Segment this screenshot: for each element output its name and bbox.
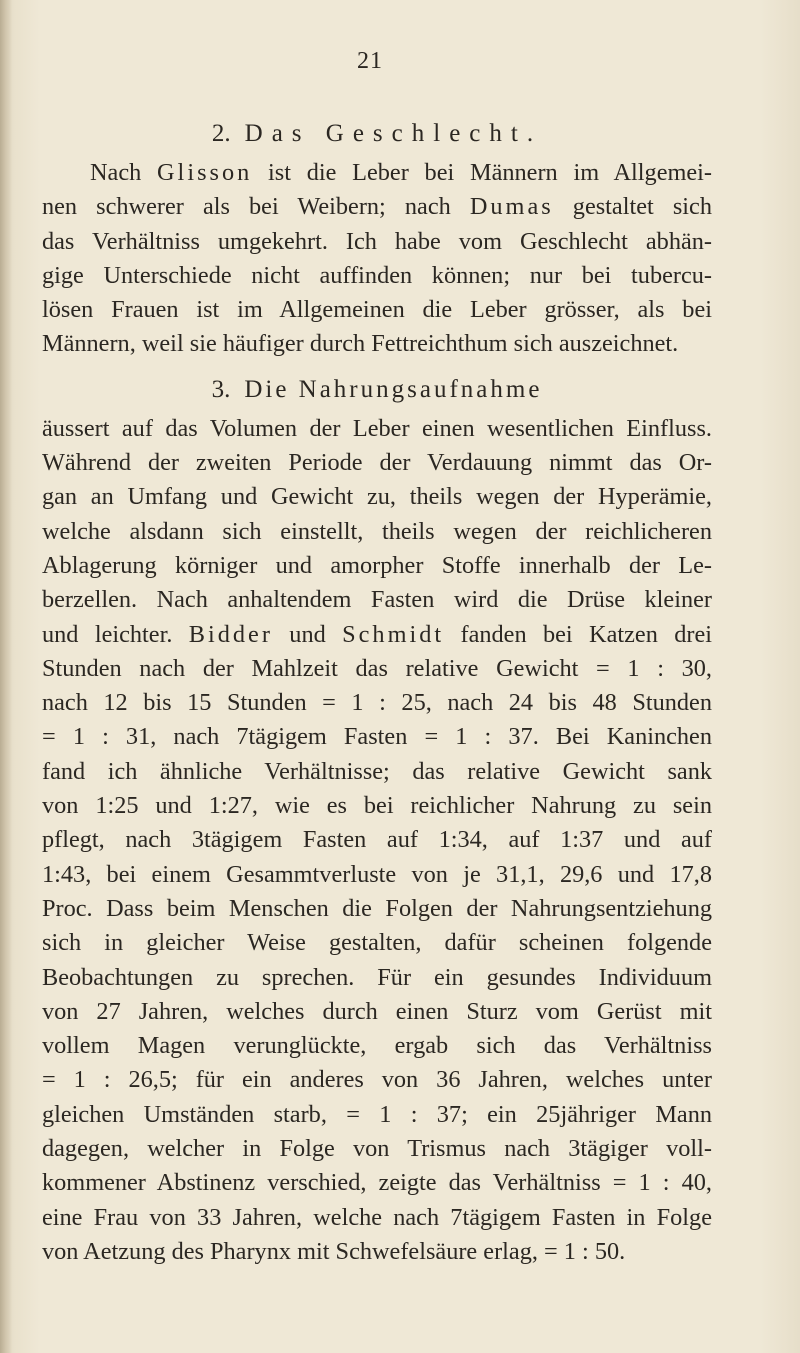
text-line: Ablagerung körniger und amorpher Stoffe innerhalb der Le- [42, 551, 712, 579]
text-line: äussert auf das Volumen der Leber einen wesentlichen Einfluss. [42, 414, 712, 442]
text-line: nach 12 bis 15 Stunden = 1 : 25, nach 24 bis 48 Stunden [42, 689, 712, 717]
text-line: vollem Magen verunglückte, ergab sich das Verhältniss [42, 1032, 712, 1060]
spaced-name: Glisson [157, 159, 253, 186]
text-line: sich in gleicher Weise gestalten, dafür scheinen folgende [42, 929, 712, 957]
text-line: Proc. Dass beim Menschen die Folgen der Nahrungsentziehung [42, 894, 712, 922]
spaced-name: Schmidt [342, 620, 445, 648]
text-line: eine Frau von 33 Jahren, welche nach 7tägigem Fasten in Folge [42, 1203, 712, 1231]
text-line: Männern, weil sie häufiger durch Fettreichthum sich auszeichnet. [42, 330, 679, 358]
text-line: fand ich ähnliche Verhältnisse; das relative Gewicht sank [42, 757, 712, 785]
text-line: Beobachtungen zu sprechen. Für ein gesundes Individuum [42, 963, 712, 991]
text-line: pflegt, nach 3tägigem Fasten auf 1:34, auf 1:37 und auf [42, 826, 712, 854]
section-3-paragraph [42, 412, 712, 1269]
text-line: von 27 Jahren, welches durch einen Sturz vom Gerüst mit [42, 997, 712, 1025]
text-block [42, 112, 712, 1269]
text-line: lösen Frauen ist im Allgemeinen die Leber grösser, als bei [42, 296, 712, 324]
section-heading-2 [42, 112, 712, 156]
spaced-name: Bidder [188, 620, 273, 648]
text-line: dagegen, welcher in Folge von Trismus nach 3tägiger voll- [42, 1135, 712, 1163]
text-line: Nach Glisson ist die Leber bei Männern im Allgemei- [90, 159, 712, 186]
page-binding-shadow [0, 0, 12, 1353]
section-2-paragraph [42, 156, 712, 362]
spaced-name: Dumas [469, 193, 554, 221]
text-line: welche alsdann sich einstellt, theils wegen der reichlicheren [42, 517, 712, 545]
text-line: = 1 : 26,5; für ein anderes von 36 Jahren, welches unter [42, 1066, 712, 1094]
text-line: nen schwerer als bei Weibern; nach Dumas gestaltet sich [42, 193, 712, 221]
text-line: kommener Abstinenz verschied, zeigte das Verhältniss = 1 : 40, [42, 1169, 712, 1197]
text-line: Stunden nach der Mahlzeit das relative Gewicht = 1 : 30, [42, 654, 712, 682]
text-line: und leichter. Bidder und Schmidt fanden bei Katzen drei [42, 620, 712, 648]
text-line: von Aetzung des Pharynx mit Schwefelsäure erlag, = 1 : 50. [42, 1237, 626, 1265]
section-number: 2. [211, 120, 231, 147]
section-title: Die Nahrungsaufnahme [244, 375, 543, 403]
section-number: 3. [211, 375, 231, 403]
text-line: gleichen Umständen starb, = 1 : 37; ein 25jähriger Mann [42, 1100, 712, 1128]
section-heading-3 [42, 368, 712, 412]
page-number: 21 [357, 48, 383, 74]
text-line: gige Unterschiede nicht auffinden können; nur bei tubercu- [42, 261, 712, 289]
text-line: 1:43, bei einem Gesammtverluste von je 31,1, 29,6 und 17,8 [42, 860, 712, 888]
text-line: berzellen. Nach anhaltendem Fasten wird die Drüse kleiner [42, 586, 712, 614]
text-line: gan an Umfang und Gewicht zu, theils wegen der Hyperämie, [42, 483, 712, 511]
section-title: Das Geschlecht. [244, 120, 543, 147]
text-line: das Verhältniss umgekehrt. Ich habe vom Geschlecht abhän- [42, 227, 712, 255]
text-line: = 1 : 31, nach 7tägigem Fasten = 1 : 37. Bei Kaninchen [42, 723, 712, 751]
text-line: von 1:25 und 1:27, wie es bei reichlicher Nahrung zu sein [42, 792, 712, 820]
text-line: Während der zweiten Periode der Verdauung nimmt das Or- [42, 449, 712, 477]
